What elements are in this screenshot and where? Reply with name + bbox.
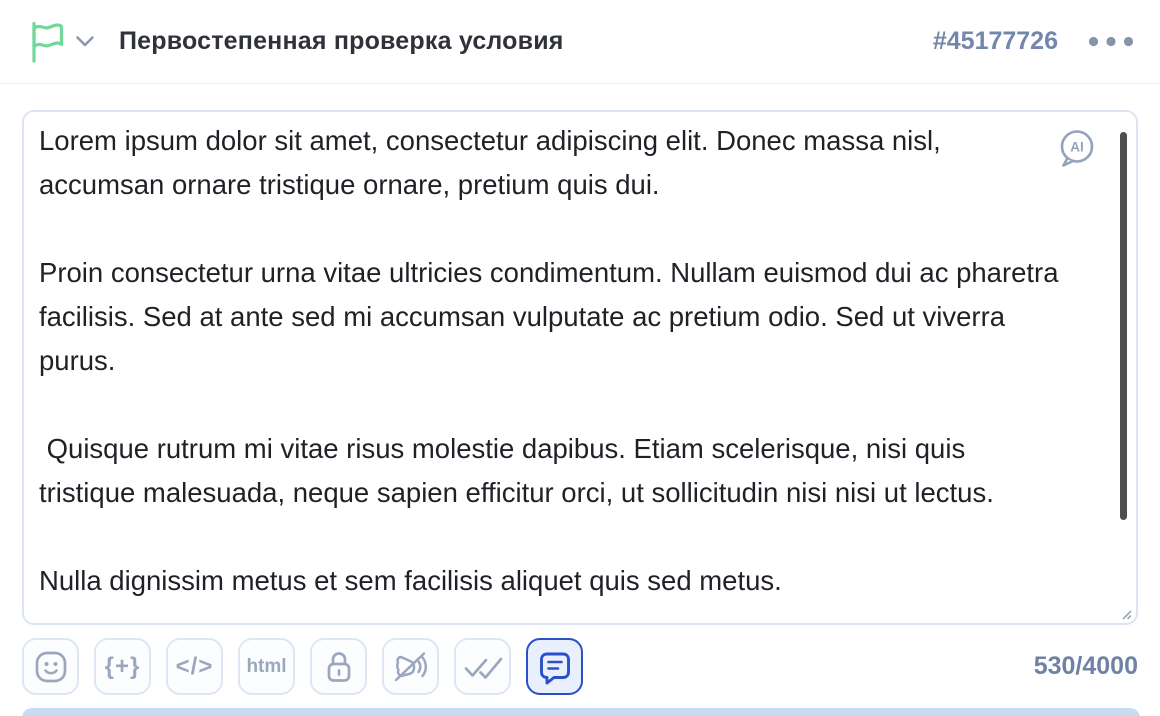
comment-icon bbox=[537, 649, 573, 685]
mute-button[interactable] bbox=[382, 638, 439, 695]
html-label: html bbox=[246, 655, 287, 677]
message-textarea[interactable] bbox=[24, 112, 1136, 623]
scrollbar-thumb[interactable] bbox=[1120, 132, 1127, 520]
double-check-icon bbox=[462, 652, 504, 682]
insert-variable-button[interactable] bbox=[94, 638, 151, 695]
collapsed-panel-edge bbox=[22, 708, 1140, 716]
ai-assistant-button[interactable] bbox=[1056, 127, 1098, 169]
code-button[interactable] bbox=[166, 638, 223, 695]
comment-button[interactable] bbox=[526, 638, 583, 695]
smiley-icon bbox=[33, 649, 69, 685]
lock-icon bbox=[323, 649, 355, 685]
chevron-down-icon bbox=[75, 35, 95, 48]
editor bbox=[22, 110, 1138, 625]
insert-variable-label: {+} bbox=[104, 652, 141, 680]
double-check-button[interactable] bbox=[454, 638, 511, 695]
toolbar bbox=[22, 638, 1138, 695]
ticket-id: #45177726 bbox=[932, 27, 1058, 55]
more-dots-icon bbox=[1088, 36, 1134, 47]
page-title: Первостепенная проверка условия bbox=[119, 27, 564, 55]
muted-megaphone-icon bbox=[391, 649, 431, 685]
html-button[interactable] bbox=[238, 638, 295, 695]
char-counter: 530/4000 bbox=[1033, 652, 1138, 680]
code-label: </> bbox=[175, 652, 214, 680]
flag-status-button[interactable] bbox=[28, 20, 95, 64]
header bbox=[0, 0, 1160, 84]
lock-button[interactable] bbox=[310, 638, 367, 695]
resize-handle[interactable] bbox=[1120, 608, 1132, 620]
emoji-button[interactable] bbox=[22, 638, 79, 695]
more-menu-button[interactable] bbox=[1088, 36, 1134, 47]
ai-badge-label: AI bbox=[1070, 139, 1084, 155]
flag-icon bbox=[28, 20, 66, 64]
